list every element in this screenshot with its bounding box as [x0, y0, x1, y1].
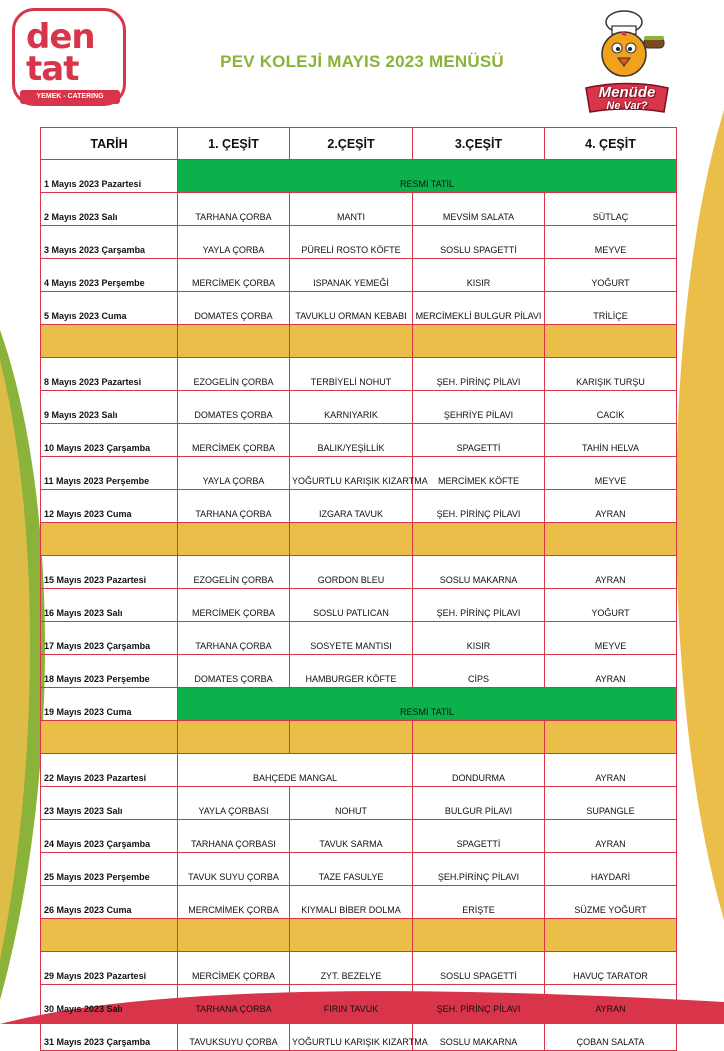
table-row	[41, 358, 677, 391]
course-2-cell: ISPANAK YEMEĞİ	[290, 259, 413, 292]
table-row	[41, 259, 677, 292]
course-1-cell: MERCMİMEK ÇORBA	[178, 886, 290, 919]
course-4-cell: MEYVE	[545, 226, 677, 259]
course-3-cell: ŞEH. PİRİNÇ PİLAVI	[413, 490, 545, 523]
weekend-row	[41, 919, 677, 952]
header-course-1: 1. ÇEŞİT	[178, 128, 290, 160]
table-row	[41, 820, 677, 853]
mascot-label-menude: Menüde	[598, 84, 656, 101]
weekend-row	[41, 721, 677, 754]
table-row	[41, 622, 677, 655]
course-4-cell: AYRAN	[545, 655, 677, 688]
course-1-cell: MERCİMEK ÇORBA	[178, 424, 290, 457]
course-2-cell: BALIK/YEŞİLLİK	[290, 424, 413, 457]
course-4-cell: SÜTLAÇ	[545, 193, 677, 226]
course-2-cell: GORDON BLEU	[290, 556, 413, 589]
course-3-cell: ERİŞTE	[413, 886, 545, 919]
course-4-cell: MEYVE	[545, 457, 677, 490]
date-cell: 24 Mayıs 2023 Çarşamba	[41, 820, 178, 853]
course-3-cell: KISIR	[413, 259, 545, 292]
logo-text-top: den	[26, 17, 95, 57]
course-1-cell: DOMATES ÇORBA	[178, 292, 290, 325]
table-row	[41, 226, 677, 259]
mascot-label-nevar: Ne Var?	[606, 100, 648, 112]
course-4-cell: MEYVE	[545, 622, 677, 655]
course-3-cell: SPAGETTİ	[413, 820, 545, 853]
date-cell: 29 Mayıs 2023 Pazartesi	[41, 952, 178, 985]
course-2-cell: FIRIN TAVUK	[290, 985, 413, 1018]
course-3-cell: ŞEH. PİRİNÇ PİLAVI	[413, 358, 545, 391]
course-4-cell: AYRAN	[545, 820, 677, 853]
logo-text-bottom: tat	[26, 49, 79, 89]
date-cell: 31 Mayıs 2023 Çarşamba	[41, 1018, 178, 1051]
course-3-cell: SPAGETTİ	[413, 424, 545, 457]
course-1-cell: TAVUK SUYU ÇORBA	[178, 853, 290, 886]
course-3-cell: BULGUR PİLAVI	[413, 787, 545, 820]
course-4-cell: HAVUÇ TARATOR	[545, 952, 677, 985]
date-cell: 30 Mayıs 2023 Salı	[41, 985, 178, 1018]
course-1-cell: TARHANA ÇORBA	[178, 622, 290, 655]
course-2-cell: YOĞURTLU KARIŞIK KIZARTMA	[290, 457, 413, 490]
course-2-cell: IZGARA TAVUK	[290, 490, 413, 523]
course-3-cell: ŞEH. PİRİNÇ PİLAVI	[413, 985, 545, 1018]
date-cell: 18 Mayıs 2023 Perşembe	[41, 655, 178, 688]
course-4-cell: TAHİN HELVA	[545, 424, 677, 457]
table-row	[41, 292, 677, 325]
table-row	[41, 985, 677, 1018]
table-row	[41, 886, 677, 919]
table-row	[41, 688, 677, 721]
course-1-cell: EZOGELİN ÇORBA	[178, 358, 290, 391]
course-4-cell: KARIŞIK TURŞU	[545, 358, 677, 391]
course-3-cell: SOSLU SPAGETTİ	[413, 952, 545, 985]
header-course-3: 3.ÇEŞİT	[413, 128, 545, 160]
table-row	[41, 853, 677, 886]
date-cell: 1 Mayıs 2023 Pazartesi	[41, 160, 178, 193]
course-3-cell: MERCİMEK KÖFTE	[413, 457, 545, 490]
course-1-cell: YAYLA ÇORBA	[178, 226, 290, 259]
date-cell: 12 Mayıs 2023 Cuma	[41, 490, 178, 523]
course-2-cell: SOSLU PATLICAN	[290, 589, 413, 622]
weekend-row	[41, 325, 677, 358]
header-row	[41, 128, 677, 160]
table-row	[41, 490, 677, 523]
course-4-cell: SUPANGLE	[545, 787, 677, 820]
dentat-logo	[12, 8, 124, 104]
course-4-cell: AYRAN	[545, 490, 677, 523]
course-2-cell: PÜRELİ ROSTO KÖFTE	[290, 226, 413, 259]
course-4-cell: TRİLİÇE	[545, 292, 677, 325]
date-cell: 26 Mayıs 2023 Cuma	[41, 886, 178, 919]
course-1-cell: MERCİMEK ÇORBA	[178, 952, 290, 985]
table-row	[41, 655, 677, 688]
table-row	[41, 952, 677, 985]
table-row	[41, 754, 677, 787]
holiday-cell: RESMİ TATİL	[178, 160, 677, 193]
course-1-cell: TAVUKSUYU ÇORBA	[178, 1018, 290, 1051]
date-cell: 25 Mayıs 2023 Perşembe	[41, 853, 178, 886]
date-cell: 4 Mayıs 2023 Perşembe	[41, 259, 178, 292]
menu-table	[40, 127, 677, 1051]
course-2-cell: TERBİYELİ NOHUT	[290, 358, 413, 391]
holiday-cell: RESMİ TATİL	[178, 688, 677, 721]
date-cell: 8 Mayıs 2023 Pazartesi	[41, 358, 178, 391]
date-cell: 10 Mayıs 2023 Çarşamba	[41, 424, 178, 457]
course-4-cell: YOĞURT	[545, 259, 677, 292]
course-2-cell: TAVUK SARMA	[290, 820, 413, 853]
header-course-2: 2.ÇEŞİT	[290, 128, 413, 160]
date-cell: 17 Mayıs 2023 Çarşamba	[41, 622, 178, 655]
course-2-cell: KIYMALI BİBER DOLMA	[290, 886, 413, 919]
table-row	[41, 1018, 677, 1051]
date-cell: 11 Mayıs 2023 Perşembe	[41, 457, 178, 490]
date-cell: 15 Mayıs 2023 Pazartesi	[41, 556, 178, 589]
date-cell: 5 Mayıs 2023 Cuma	[41, 292, 178, 325]
table-row	[41, 589, 677, 622]
course-3-cell: ŞEHRİYE PİLAVI	[413, 391, 545, 424]
date-cell: 3 Mayıs 2023 Çarşamba	[41, 226, 178, 259]
right-yellow-wave	[676, 110, 724, 920]
course-3-cell: ŞEH. PİRİNÇ PİLAVI	[413, 589, 545, 622]
course-4-cell: AYRAN	[545, 985, 677, 1018]
header-date: TARİH	[41, 128, 178, 160]
date-cell: 23 Mayıs 2023 Salı	[41, 787, 178, 820]
course-1-cell: EZOGELİN ÇORBA	[178, 556, 290, 589]
table-row	[41, 193, 677, 226]
table-row	[41, 424, 677, 457]
course-4-cell: YOĞURT	[545, 589, 677, 622]
course-1-cell: YAYLA ÇORBA	[178, 457, 290, 490]
chef-mascot	[582, 8, 672, 118]
course-2-cell: YOĞURTLU KARIŞIK KIZARTMA	[290, 1018, 413, 1051]
course-1-cell: DOMATES ÇORBA	[178, 391, 290, 424]
header-course-4: 4. ÇEŞİT	[545, 128, 677, 160]
course-4-cell: CACIK	[545, 391, 677, 424]
date-cell: 22 Mayıs 2023 Pazartesi	[41, 754, 178, 787]
course-3-cell: CİPS	[413, 655, 545, 688]
date-cell: 16 Mayıs 2023 Salı	[41, 589, 178, 622]
course-1-cell: TARHANA ÇORBA	[178, 985, 290, 1018]
course-1-cell: TARHANA ÇORBA	[178, 193, 290, 226]
course-1-2-cell: BAHÇEDE MANGAL	[178, 754, 413, 787]
course-4-cell: AYRAN	[545, 556, 677, 589]
table-row	[41, 556, 677, 589]
course-3-cell: SOSLU MAKARNA	[413, 1018, 545, 1051]
page-title: PEV KOLEJİ MAYIS 2023 MENÜSÜ	[220, 52, 504, 71]
course-2-cell: TAVUKLU ORMAN KEBABI	[290, 292, 413, 325]
date-cell: 19 Mayıs 2023 Cuma	[41, 688, 178, 721]
course-1-cell: MERCİMEK ÇORBA	[178, 259, 290, 292]
logo-tagline: YEMEK - CATERING	[20, 90, 120, 104]
course-4-cell: ÇOBAN SALATA	[545, 1018, 677, 1051]
course-3-cell: DONDURMA	[413, 754, 545, 787]
table-row	[41, 787, 677, 820]
course-1-cell: YAYLA ÇORBASI	[178, 787, 290, 820]
course-3-cell: MERCİMEKLİ BULGUR PİLAVI	[413, 292, 545, 325]
course-4-cell: HAYDARİ	[545, 853, 677, 886]
course-4-cell: SÜZME YOĞURT	[545, 886, 677, 919]
course-2-cell: SOSYETE MANTISI	[290, 622, 413, 655]
weekend-row	[41, 523, 677, 556]
course-1-cell: MERCİMEK ÇORBA	[178, 589, 290, 622]
course-3-cell: SOSLU MAKARNA	[413, 556, 545, 589]
course-3-cell: KISIR	[413, 622, 545, 655]
course-2-cell: NOHUT	[290, 787, 413, 820]
course-1-cell: TARHANA ÇORBA	[178, 490, 290, 523]
course-3-cell: ŞEH.PİRİNÇ PİLAVI	[413, 853, 545, 886]
chef-chicken-icon	[582, 8, 672, 88]
course-2-cell: MANTI	[290, 193, 413, 226]
course-3-cell: MEVSİM SALATA	[413, 193, 545, 226]
course-2-cell: TAZE FASULYE	[290, 853, 413, 886]
course-3-cell: SOSLU SPAGETTİ	[413, 226, 545, 259]
course-4-cell: AYRAN	[545, 754, 677, 787]
date-cell: 9 Mayıs 2023 Salı	[41, 391, 178, 424]
course-2-cell: ZYT. BEZELYE	[290, 952, 413, 985]
course-2-cell: HAMBURGER KÖFTE	[290, 655, 413, 688]
table-row	[41, 160, 677, 193]
course-1-cell: TARHANA ÇORBASI	[178, 820, 290, 853]
course-1-cell: DOMATES ÇORBA	[178, 655, 290, 688]
course-2-cell: KARNIYARIK	[290, 391, 413, 424]
date-cell: 2 Mayıs 2023 Salı	[41, 193, 178, 226]
table-row	[41, 391, 677, 424]
table-row	[41, 457, 677, 490]
